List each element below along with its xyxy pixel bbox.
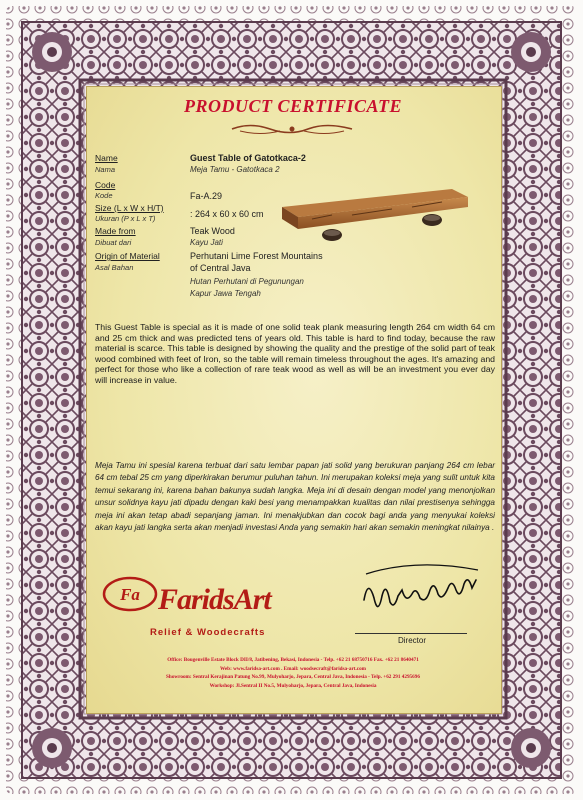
brand-name: FaridsArt bbox=[158, 583, 271, 616]
director-signature bbox=[356, 560, 486, 634]
footer-showroom: Showroom: Sentral Kerajinan Patung No.99, Mulyoharjo, Jepara, Central Java, Indonesia - Telp. +62 291 4295696 bbox=[166, 674, 420, 681]
director-label: Director bbox=[398, 636, 427, 645]
footer-workshop: Workshop: Jl.Sentral II No.5, Mulyoharjo, Jepara, Central Java, Indonesia bbox=[209, 682, 377, 689]
made-from-value-id: Kayu Jati bbox=[190, 238, 223, 247]
title-ornament-icon bbox=[230, 122, 354, 136]
signature-line bbox=[355, 633, 467, 634]
origin-label: Origin of Material bbox=[95, 251, 160, 261]
certificate-title: PRODUCT CERTIFICATE bbox=[183, 96, 403, 116]
brand-monogram-icon bbox=[102, 574, 158, 614]
origin-value-line2: of Central Java bbox=[190, 263, 251, 273]
origin-label-id: Asal Bahan bbox=[95, 263, 134, 272]
product-photo bbox=[272, 185, 472, 245]
made-from-label: Made from bbox=[95, 226, 136, 236]
size-label: Size (L x W x H/T) bbox=[95, 203, 164, 213]
footer-office: Office: Bougenville Estate Block DII/8, Jatibening, Bekasi, Indonesia - Telp. +62 21 68750716 Fax. +62 21 8640471 bbox=[167, 657, 419, 663]
origin-value-id-line1: Hutan Perhutani di Pegunungan bbox=[190, 277, 304, 286]
name-label-id: Nama bbox=[95, 165, 116, 174]
size-value: : 264 x 60 x 60 cm bbox=[190, 209, 264, 219]
size-label-id: Ukuran (P x L x T) bbox=[95, 214, 156, 223]
code-label-id: Kode bbox=[95, 191, 113, 200]
brand-tagline: Relief & Woodecrafts bbox=[150, 627, 266, 638]
made-from-label-id: Dibuat dari bbox=[95, 238, 132, 247]
footer-web: Web: www.faridsa-art.com . Email: woodsecraft@faridsa-art.com bbox=[219, 665, 366, 672]
description-english: This Guest Table is special as it is made of one solid teak plank measuring length 264 cm width 64 cm and 25 cm thick and was predicted tens of years old. This table is hard to find today, because the raw material is scarce. This table is designed by showing the quality and the prestige of the solid part of teak wood combined with feet of Iron, so the table will remain timeless throughout the ages. It's amazing and perfect for those who like a collection of rare teak wood as well as will be an investment you ever day will increase in value. bbox=[95, 322, 495, 385]
origin-value-line1: Perhutani Lime Forest Mountains bbox=[190, 251, 323, 261]
name-value: Guest Table of Gatotkaca-2 bbox=[190, 153, 306, 163]
code-value: Fa-A.29 bbox=[190, 191, 223, 201]
origin-value-id-line2: Kapur Jawa Tengah bbox=[190, 289, 261, 298]
name-label: Name bbox=[95, 153, 118, 163]
footer-address bbox=[86, 656, 500, 690]
made-from-value: Teak Wood bbox=[190, 226, 235, 236]
brand-monogram: Fa bbox=[120, 585, 140, 604]
code-label: Code bbox=[95, 180, 116, 190]
name-value-id: Meja Tamu - Gatotkaca 2 bbox=[190, 165, 280, 174]
description-indonesian: Meja Tamu ini spesial karena terbuat dari satu lembar papan jati solid yang berukuran panjang 264 cm lebar 64 cm tebal 25 cm yang diperkirakan berumur puluhan tahun. Ini merupakan koleksi meja yang sulit untuk kita temui sekarang ini, karena bahan bakunya sudah langka. Meja ini di desain dengan model yang menonjolkan unsur solidnya kayu jati dipadu dengan kaki besi yang menampakkan kualitas dan nilai prestisenya sehingga meja ini akan tetap abadi sepanjang jaman. Ini menakjubkan dan cocok bagi anda yang menyukai koleksi akan kayu jati langka serta akan menjadi investasi Anda yang semakin hari akan semakin meningkat nilainya . bbox=[95, 461, 495, 533]
